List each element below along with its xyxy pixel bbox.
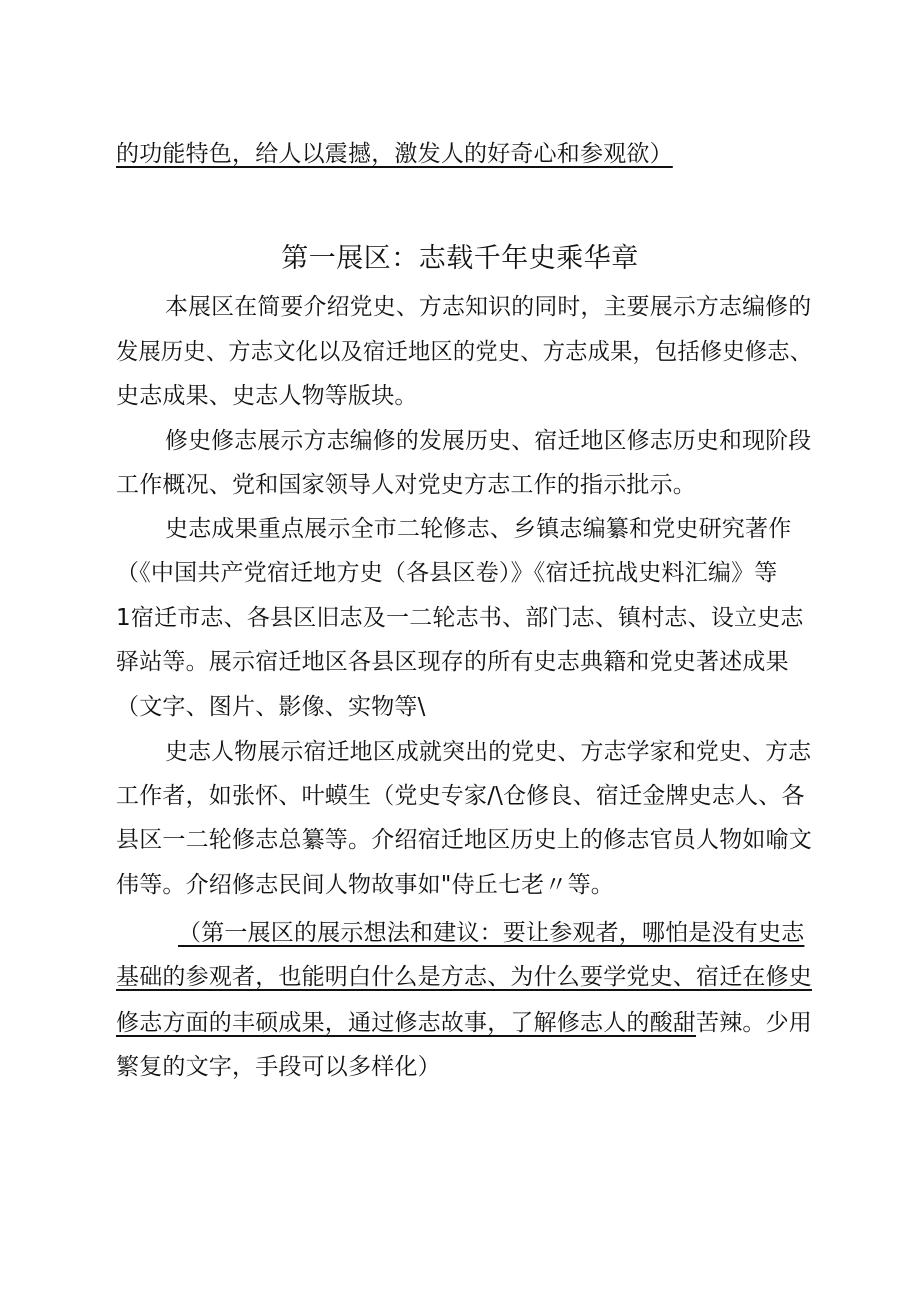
paragraph-3-line-5: （文字、图片、影像、实物等\	[116, 694, 426, 720]
paragraph-2-line-2: 工作概况、党和国家领导人对党史方志工作的指示批示。	[116, 472, 696, 498]
paragraph-1-line-3: 史志成果、史志人物等版块。	[116, 383, 418, 409]
suggestion-line-3-rest: 苦辣。少用	[696, 1010, 812, 1036]
paragraph-3-line-4: 驿站等。展示宿迁地区各县区现存的所有史志典籍和党史著述成果	[116, 649, 789, 675]
section-heading: 第一展区：志载千年史乘华章	[281, 243, 639, 274]
suggestion-line-2: 基础的参观者，也能明白什么是方志、为什么要学党史、宿迁在修史	[116, 964, 812, 990]
paragraph-4-line-2: 工作者，如张怀、叶蟆生（党史专家∕\仓修良、宿迁金牌史志人、各	[116, 783, 805, 809]
suggestion-line-3-underlined: 修志方面的丰硕成果，通过修志故事，了解修志人的酸甜	[116, 1010, 696, 1036]
paragraph-4-line-3: 县区一二轮修志总纂等。介绍宿迁地区历史上的修志官员人物如喻文	[116, 827, 812, 853]
paragraph-1-line-1: 本展区在简要介绍党史、方志知识的同时，主要展示方志编修的	[165, 294, 812, 320]
suggestion-line-4: 繁复的文字，手段可以多样化）	[116, 1054, 441, 1080]
paragraph-2-line-1: 修史修志展示方志编修的发展历史、宿迁地区修志历史和现阶段	[165, 428, 812, 454]
paragraph-1-line-2: 发展历史、方志文化以及宿迁地区的党史、方志成果，包括修史修志、	[116, 339, 813, 365]
paragraph-4-line-4: 伟等。介绍修志民间人物故事如"侍丘七老〃等。	[116, 872, 614, 898]
paragraph-3-line-2: （《中国共产党宿迁地方史（各县区卷）》《宿迁抗战史料汇编》等	[116, 560, 778, 586]
paragraph-4-line-1: 史志人物展示宿迁地区成就突出的党史、方志学家和党史、方志	[165, 739, 812, 765]
suggestion-line-1: （第一展区的展示想法和建议：要让参观者，哪怕是没有史志	[178, 920, 805, 946]
paragraph-3-line-1: 史志成果重点展示全市二轮修志、乡镇志编纂和党史研究著作	[165, 516, 792, 542]
suggestion-line-3	[116, 1008, 812, 1038]
intro-tail-line: 的功能特色，给人以震撼，激发人的好奇心和参观欲）	[116, 141, 673, 167]
paragraph-3-line-3: 1宿迁市志、各县区旧志及一二轮志书、部门志、镇村志、设立史志	[116, 605, 804, 631]
